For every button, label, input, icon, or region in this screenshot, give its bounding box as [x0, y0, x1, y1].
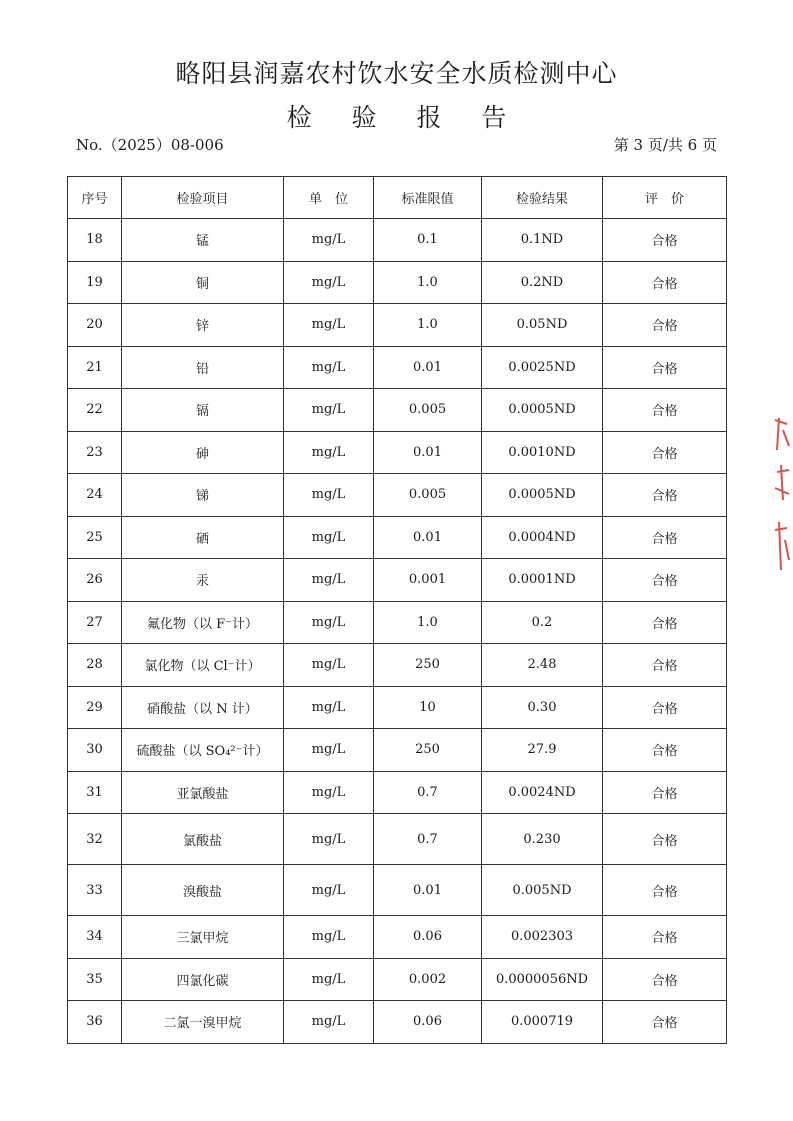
cell-limit: 0.01: [374, 431, 482, 474]
cell-limit: 0.7: [374, 771, 482, 814]
table-row: [68, 729, 727, 772]
cell-no: 18: [68, 219, 122, 262]
cell-evaluation: 合格: [603, 431, 727, 474]
cell-no: 23: [68, 431, 122, 474]
cell-evaluation: 合格: [603, 559, 727, 602]
cell-no: 28: [68, 644, 122, 687]
cell-item: 汞: [122, 559, 284, 602]
cell-limit: 1.0: [374, 601, 482, 644]
cell-no: 19: [68, 261, 122, 304]
cell-no: 30: [68, 729, 122, 772]
table-row: [68, 916, 727, 959]
table-row: [68, 1001, 727, 1044]
cell-evaluation: 合格: [603, 474, 727, 517]
cell-unit: mg/L: [284, 729, 374, 772]
cell-item: 二氯一溴甲烷: [122, 1001, 284, 1044]
cell-item: 锌: [122, 304, 284, 347]
cell-unit: mg/L: [284, 389, 374, 432]
cell-result: 0.05ND: [482, 304, 603, 347]
cell-no: 35: [68, 958, 122, 1001]
cell-limit: 250: [374, 729, 482, 772]
cell-item: 亚氯酸盐: [122, 771, 284, 814]
cell-no: 29: [68, 686, 122, 729]
col-header-evaluation: 评 价: [603, 177, 727, 219]
table-row: [68, 958, 727, 1001]
cell-result: 0.000719: [482, 1001, 603, 1044]
cell-result: 0.0004ND: [482, 516, 603, 559]
cell-item: 铜: [122, 261, 284, 304]
seal-stamp-fragment: [769, 410, 793, 580]
cell-limit: 0.002: [374, 958, 482, 1001]
cell-evaluation: 合格: [603, 729, 727, 772]
cell-no: 36: [68, 1001, 122, 1044]
col-header-no: 序号: [68, 177, 122, 219]
cell-unit: mg/L: [284, 771, 374, 814]
cell-evaluation: 合格: [603, 865, 727, 916]
cell-limit: 0.01: [374, 516, 482, 559]
cell-limit: 0.7: [374, 814, 482, 865]
table-row: [68, 559, 727, 602]
cell-unit: mg/L: [284, 304, 374, 347]
cell-no: 31: [68, 771, 122, 814]
cell-limit: 0.06: [374, 916, 482, 959]
cell-unit: mg/L: [284, 814, 374, 865]
cell-item: 四氯化碳: [122, 958, 284, 1001]
cell-evaluation: 合格: [603, 814, 727, 865]
table-row: [68, 601, 727, 644]
cell-result: 0.230: [482, 814, 603, 865]
cell-unit: mg/L: [284, 346, 374, 389]
col-header-result: 检验结果: [482, 177, 603, 219]
cell-item: 铅: [122, 346, 284, 389]
cell-evaluation: 合格: [603, 916, 727, 959]
report-title: 检 验 报 告: [286, 103, 523, 132]
table-row: [68, 346, 727, 389]
cell-evaluation: 合格: [603, 644, 727, 687]
cell-item: 硒: [122, 516, 284, 559]
cell-item: 锰: [122, 219, 284, 262]
cell-result: 0.30: [482, 686, 603, 729]
cell-unit: mg/L: [284, 958, 374, 1001]
table-row: [68, 261, 727, 304]
cell-unit: mg/L: [284, 261, 374, 304]
cell-limit: 0.01: [374, 865, 482, 916]
cell-item: 氯酸盐: [122, 814, 284, 865]
cell-unit: mg/L: [284, 431, 374, 474]
cell-no: 21: [68, 346, 122, 389]
cell-evaluation: 合格: [603, 389, 727, 432]
table-row: [68, 219, 727, 262]
cell-item: 硝酸盐（以 N 计）: [122, 686, 284, 729]
cell-unit: mg/L: [284, 601, 374, 644]
cell-limit: 0.005: [374, 474, 482, 517]
cell-evaluation: 合格: [603, 219, 727, 262]
cell-no: 27: [68, 601, 122, 644]
cell-no: 22: [68, 389, 122, 432]
cell-item: 溴酸盐: [122, 865, 284, 916]
table-row: [68, 304, 727, 347]
table-row: [68, 474, 727, 517]
cell-result: 27.9: [482, 729, 603, 772]
cell-result: 0.0001ND: [482, 559, 603, 602]
table-row: [68, 814, 727, 865]
cell-evaluation: 合格: [603, 686, 727, 729]
cell-unit: mg/L: [284, 559, 374, 602]
document-number: No.（2025）08-006: [76, 136, 224, 154]
cell-limit: 1.0: [374, 261, 482, 304]
cell-result: 0.0000056ND: [482, 958, 603, 1001]
cell-result: 0.1ND: [482, 219, 603, 262]
org-title: 略阳县润嘉农村饮水安全水质检测中心: [175, 59, 618, 88]
cell-evaluation: 合格: [603, 601, 727, 644]
cell-unit: mg/L: [284, 916, 374, 959]
cell-limit: 10: [374, 686, 482, 729]
cell-item: 硫酸盐（以 SO₄²⁻计）: [122, 729, 284, 772]
cell-evaluation: 合格: [603, 516, 727, 559]
cell-unit: mg/L: [284, 219, 374, 262]
cell-result: 0.002303: [482, 916, 603, 959]
cell-result: 0.0005ND: [482, 389, 603, 432]
table-row: [68, 431, 727, 474]
cell-limit: 1.0: [374, 304, 482, 347]
cell-evaluation: 合格: [603, 346, 727, 389]
cell-evaluation: 合格: [603, 958, 727, 1001]
cell-unit: mg/L: [284, 474, 374, 517]
cell-result: 0.005ND: [482, 865, 603, 916]
cell-evaluation: 合格: [603, 304, 727, 347]
cell-item: 锑: [122, 474, 284, 517]
table-row: [68, 865, 727, 916]
cell-evaluation: 合格: [603, 261, 727, 304]
cell-no: 33: [68, 865, 122, 916]
cell-limit: 0.01: [374, 346, 482, 389]
table-row: [68, 644, 727, 687]
cell-result: 0.0025ND: [482, 346, 603, 389]
cell-unit: mg/L: [284, 865, 374, 916]
col-header-limit: 标准限值: [374, 177, 482, 219]
cell-result: 0.0005ND: [482, 474, 603, 517]
cell-item: 三氯甲烷: [122, 916, 284, 959]
table-row: [68, 516, 727, 559]
table-body: [68, 219, 727, 1044]
cell-result: 0.0010ND: [482, 431, 603, 474]
cell-unit: mg/L: [284, 1001, 374, 1044]
table-row: [68, 771, 727, 814]
cell-evaluation: 合格: [603, 771, 727, 814]
cell-result: 0.0024ND: [482, 771, 603, 814]
cell-no: 24: [68, 474, 122, 517]
cell-result: 0.2: [482, 601, 603, 644]
page-indicator: 第 3 页/共 6 页: [613, 136, 717, 154]
cell-no: 25: [68, 516, 122, 559]
cell-limit: 0.001: [374, 559, 482, 602]
cell-item: 砷: [122, 431, 284, 474]
cell-evaluation: 合格: [603, 1001, 727, 1044]
cell-item: 氟化物（以 F⁻计）: [122, 601, 284, 644]
cell-no: 32: [68, 814, 122, 865]
col-header-unit: 单 位: [284, 177, 374, 219]
cell-result: 0.2ND: [482, 261, 603, 304]
cell-unit: mg/L: [284, 516, 374, 559]
table-header-row: [68, 177, 727, 219]
inspection-table: [67, 176, 727, 1044]
cell-result: 2.48: [482, 644, 603, 687]
cell-no: 26: [68, 559, 122, 602]
table-row: [68, 389, 727, 432]
cell-item: 氯化物（以 Cl⁻计）: [122, 644, 284, 687]
cell-unit: mg/L: [284, 644, 374, 687]
cell-limit: 0.1: [374, 219, 482, 262]
cell-unit: mg/L: [284, 686, 374, 729]
table-row: [68, 686, 727, 729]
cell-limit: 250: [374, 644, 482, 687]
cell-limit: 0.06: [374, 1001, 482, 1044]
cell-item: 镉: [122, 389, 284, 432]
cell-no: 20: [68, 304, 122, 347]
col-header-item: 检验项目: [122, 177, 284, 219]
cell-limit: 0.005: [374, 389, 482, 432]
cell-no: 34: [68, 916, 122, 959]
